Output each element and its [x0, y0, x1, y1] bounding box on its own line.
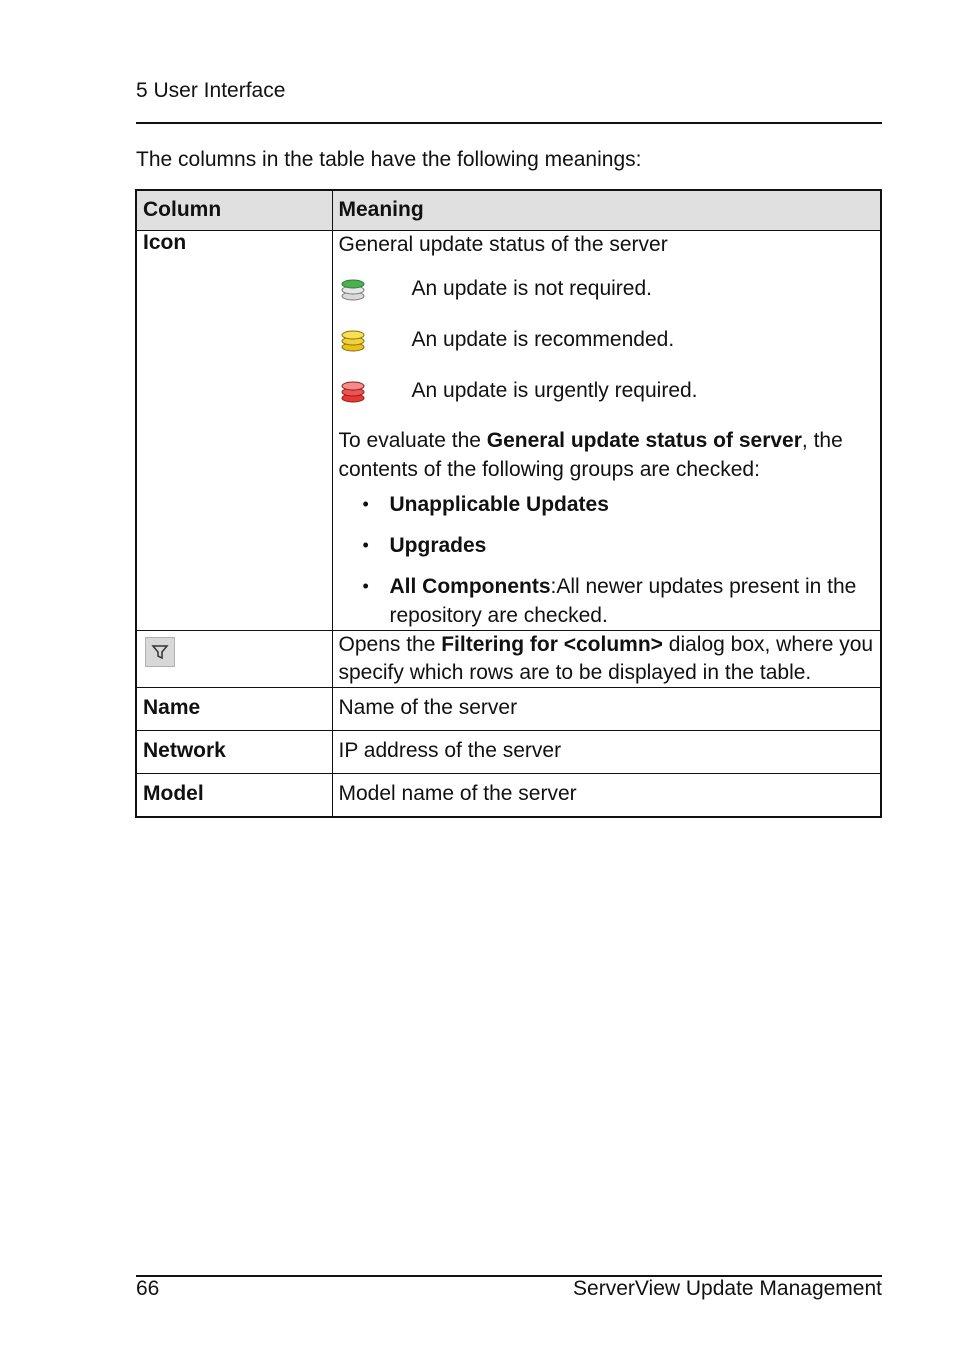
- status-row-urgent: [339, 365, 875, 416]
- header-column: Column: [136, 190, 332, 231]
- header-meaning: Meaning: [332, 190, 881, 231]
- evaluate-prefix: To evaluate the: [338, 429, 487, 452]
- header-rule: [136, 122, 882, 124]
- cell-meaning-filter: [332, 631, 881, 688]
- intro-text: The columns in the table have the following meanings:: [136, 148, 642, 171]
- server-status-red-icon: [339, 377, 412, 405]
- server-status-green-icon: [339, 275, 412, 303]
- filter-prefix: Opens the: [338, 633, 442, 656]
- footer-title: ServerView Update Management: [573, 1277, 882, 1300]
- status-text-not-required: An update is not required.: [411, 276, 652, 300]
- cell-column-network: Network: [136, 731, 332, 774]
- filter-suffix: dialog box, where you specify which rows are to be displayed in the table.: [338, 633, 874, 684]
- evaluate-suffix: , the contents of the following groups are checked:: [338, 429, 843, 481]
- status-row-recommended: [339, 314, 875, 365]
- filter-icon: [145, 637, 175, 667]
- cell-meaning-network: IP address of the server: [332, 731, 881, 774]
- status-text-urgent: An update is urgently required.: [411, 378, 698, 402]
- filter-bold: Filtering for <column>: [441, 633, 663, 656]
- cell-column-name: Name: [136, 688, 332, 731]
- evaluate-bold: General update status of server: [486, 429, 802, 452]
- list-item: [363, 490, 875, 519]
- group-label: All Components: [389, 575, 551, 598]
- table-row: [136, 774, 881, 818]
- list-item: [363, 572, 875, 630]
- list-item: [363, 531, 875, 560]
- status-text-recommended: An update is recommended.: [411, 327, 675, 351]
- evaluate-paragraph: [339, 426, 875, 484]
- group-desc: :All newer updates present in the repository are checked.: [389, 575, 857, 627]
- group-label: Unapplicable Updates: [389, 493, 609, 516]
- page-number: 66: [136, 1277, 160, 1300]
- table-row-icon: [136, 231, 881, 631]
- icon-meaning-title: General update status of the server: [338, 233, 668, 256]
- server-status-yellow-icon: [339, 326, 412, 354]
- group-label: Upgrades: [389, 534, 487, 557]
- cell-meaning-icon: [332, 231, 881, 631]
- table-row: [136, 731, 881, 774]
- table-row: [136, 688, 881, 731]
- table-header-row: [136, 190, 881, 231]
- status-row-not-required: [339, 263, 875, 314]
- cell-column-model: Model: [136, 774, 332, 818]
- section-header: 5 User Interface: [136, 79, 286, 102]
- checked-groups-list: [363, 490, 875, 630]
- table-row-filter: [136, 631, 881, 688]
- cell-meaning-name: Name of the server: [332, 688, 881, 731]
- cell-meaning-model: Model name of the server: [332, 774, 881, 818]
- cell-column-icon: Icon: [143, 231, 187, 254]
- columns-table: [135, 189, 882, 818]
